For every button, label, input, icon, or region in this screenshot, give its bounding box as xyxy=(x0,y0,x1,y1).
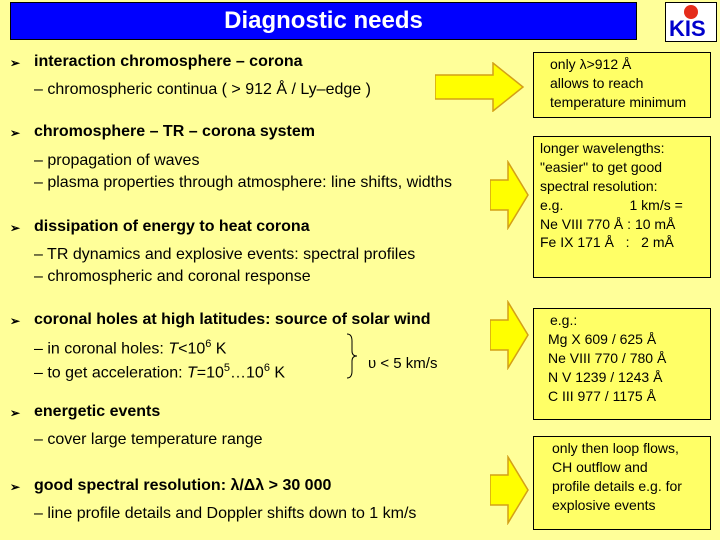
brace-icon xyxy=(345,333,359,379)
bullet-arrow-icon: ➢ xyxy=(10,314,21,328)
right-arrow-icon xyxy=(490,300,530,370)
note-line: "easier" to get good xyxy=(540,158,663,175)
section-heading: dissipation of energy to heat corona xyxy=(34,218,310,235)
bullet-arrow-icon: ➢ xyxy=(10,56,21,70)
section-item: – plasma properties through atmosphere: line shifts, widths xyxy=(34,174,452,191)
note-line: e.g.: xyxy=(550,312,578,328)
note-line: C III 977 / 1175 Å xyxy=(548,387,656,404)
section-item: – line profile details and Doppler shifts down to 1 km/s xyxy=(34,505,417,522)
note-line: temperature minimum xyxy=(550,93,687,110)
item-prefix: – to get acceleration: xyxy=(34,364,187,382)
note-box xyxy=(533,308,711,420)
section-item xyxy=(34,338,226,358)
item-suffix: K xyxy=(269,364,286,382)
temperature-var: T xyxy=(168,340,179,358)
note-line: only λ>912 Å xyxy=(550,56,632,72)
note-line: allows to reach xyxy=(550,74,644,91)
item-prefix: – in coronal holes: xyxy=(34,340,169,358)
section-heading: energetic events xyxy=(34,403,161,420)
item-text: <10 xyxy=(178,340,206,358)
exponent: 5 xyxy=(223,362,231,374)
section-item: – TR dynamics and explosive events: spectral profiles xyxy=(34,246,416,263)
bullet-arrow-icon: ➢ xyxy=(10,406,21,420)
note-line: N V 1239 / 1243 Å xyxy=(548,368,663,385)
note-line: Mg X 609 / 625 Å xyxy=(548,330,657,347)
note-line: longer wavelengths: xyxy=(540,140,665,156)
bullet-arrow-icon: ➢ xyxy=(10,221,21,235)
velocity-label: υ < 5 km/s xyxy=(368,355,438,372)
section-item: – propagation of waves xyxy=(34,152,200,169)
title-bar xyxy=(0,0,720,42)
item-suffix: K xyxy=(211,340,227,358)
bullet-arrow-icon: ➢ xyxy=(10,480,21,494)
note-box xyxy=(533,52,711,118)
item-mid: …10 xyxy=(230,364,264,382)
section-heading: chromosphere – TR – corona system xyxy=(34,123,315,140)
bullet-arrow-icon: ➢ xyxy=(10,126,21,140)
section-item: – chromospheric and coronal response xyxy=(34,268,311,285)
item-text: =10 xyxy=(196,364,224,382)
note-box xyxy=(533,136,711,278)
right-arrow-icon xyxy=(490,455,530,525)
right-arrow-icon xyxy=(490,160,530,230)
section-heading: interaction chromosphere – corona xyxy=(34,53,303,70)
page-title: Diagnostic needs xyxy=(224,7,423,34)
note-line: explosive events xyxy=(552,496,656,513)
note-line: profile details e.g. for xyxy=(552,477,682,494)
exponent: 6 xyxy=(205,338,212,350)
section-heading: good spectral resolution: λ/Δλ > 30 000 xyxy=(34,477,332,494)
logo-text: KIS xyxy=(669,16,706,41)
note-line: spectral resolution: xyxy=(540,177,658,194)
section-item xyxy=(34,362,285,382)
note-box xyxy=(533,436,711,530)
kis-logo xyxy=(665,2,717,42)
note-line: Ne VIII 770 / 780 Å xyxy=(548,349,667,366)
note-line: Ne VIII 770 Å : 10 mÅ xyxy=(540,215,676,232)
exponent: 6 xyxy=(263,362,270,374)
section-item: – cover large temperature range xyxy=(34,431,263,448)
note-line: e.g. 1 km/s = xyxy=(540,196,683,213)
temperature-var: T xyxy=(186,364,197,382)
section-heading: coronal holes at high latitudes: source of solar wind xyxy=(34,311,431,328)
title-box xyxy=(10,2,637,40)
note-line: CH outflow and xyxy=(552,458,648,475)
section-item: – chromospheric continua ( > 912 Å / Ly–edge ) xyxy=(34,81,371,98)
note-line: only then loop flows, xyxy=(552,440,679,456)
right-arrow-icon xyxy=(435,62,525,112)
note-line: Fe IX 171 Å : 2 mÅ xyxy=(540,234,674,251)
